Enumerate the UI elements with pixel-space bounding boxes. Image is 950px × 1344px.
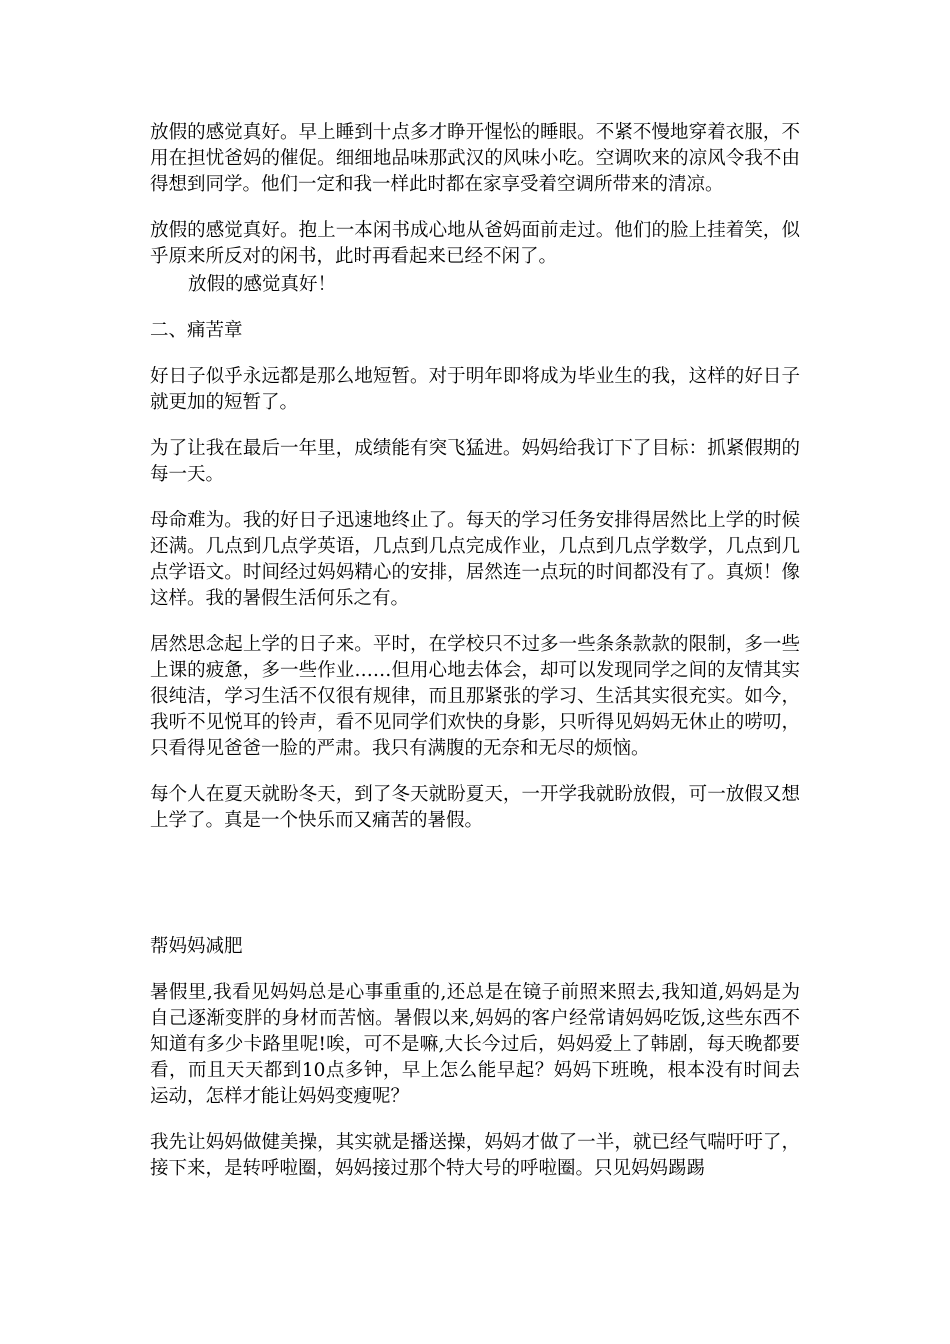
- paragraph: 母命难为。我的好日子迅速地终止了。每天的学习任务安排得居然比上学的时候还满。几点到几点学英语，几点到几点完成作业，几点到几点学数学，几点到几点学语文。时间经过妈妈精心的安排，居然连一点玩的时间都没有了。真烦！像这样。我的暑假生活何乐之有。: [150, 510, 800, 609]
- paragraph: 放假的感觉真好。抱上一本闲书成心地从爸妈面前走过。他们的脸上挂着笑，似乎原来所反对的闲书，此时再看起来已经不闲了。: [150, 220, 800, 267]
- paragraph: 好日子似乎永远都是那么地短暂。对于明年即将成为毕业生的我，这样的好日子就更加的短暂了。: [150, 366, 800, 413]
- document-page: [150, 120, 800, 1202]
- paragraph: 放假的感觉真好。早上睡到十点多才睁开惺忪的睡眼。不紧不慢地穿着衣服，不用在担忧爸妈的催促。细细地品味那武汉的风味小吃。空调吹来的凉风令我不由得想到同学。他们一定和我一样此时都在家享受着空调所带来的清凉。: [150, 122, 800, 195]
- paragraph: 为了让我在最后一年里，成绩能有突飞猛进。妈妈给我订下了目标：抓紧假期的每一天。: [150, 438, 800, 485]
- paragraph: 放假的感觉真好！: [188, 274, 337, 295]
- paragraph: 每个人在夏天就盼冬天，到了冬天就盼夏天，一开学我就盼放假，可一放假又想上学了。真是一个快乐而又痛苦的暑假。: [150, 784, 800, 831]
- section-heading: 二、痛苦章: [150, 320, 243, 341]
- spacer: [150, 854, 800, 934]
- paragraph: 我先让妈妈做健美操，其实就是播送操，妈妈才做了一半，就已经气喘吁吁了，接下来，是转呼啦圈，妈妈接过那个特大号的呼啦圈。只见妈妈踢踢: [150, 1132, 800, 1179]
- paragraph: 暑假里,我看见妈妈总是心事重重的,还总是在镜子前照来照去,我知道,妈妈是为自己逐渐变胖的身材而苦恼。暑假以来,妈妈的客户经常请妈妈吃饭,这些东西不知道有多少卡路里呢!唉，可不是嘛,大长今过后，妈妈爱上了韩剧，每天晚都要看，而且天天都到10点多钟，早上怎么能早起？妈妈下班晚，根本没有时间去运动，怎样才能让妈妈变瘦呢？: [150, 982, 800, 1107]
- paragraph: 居然思念起上学的日子来。平时，在学校只不过多一些条条款款的限制，多一些上课的疲惫，多一些作业……但用心地去体会，却可以发现同学之间的友情其实很纯洁，学习生活不仅很有规律，而且那紧张的学习、生活其实很充实。如今，我听不见悦耳的铃声，看不见同学们欢快的身影，只听得见妈妈无休止的唠叨，只看得见爸爸一脸的严肃。我只有满腹的无奈和无尽的烦恼。: [150, 634, 800, 759]
- essay-title: 帮妈妈减肥: [150, 936, 243, 957]
